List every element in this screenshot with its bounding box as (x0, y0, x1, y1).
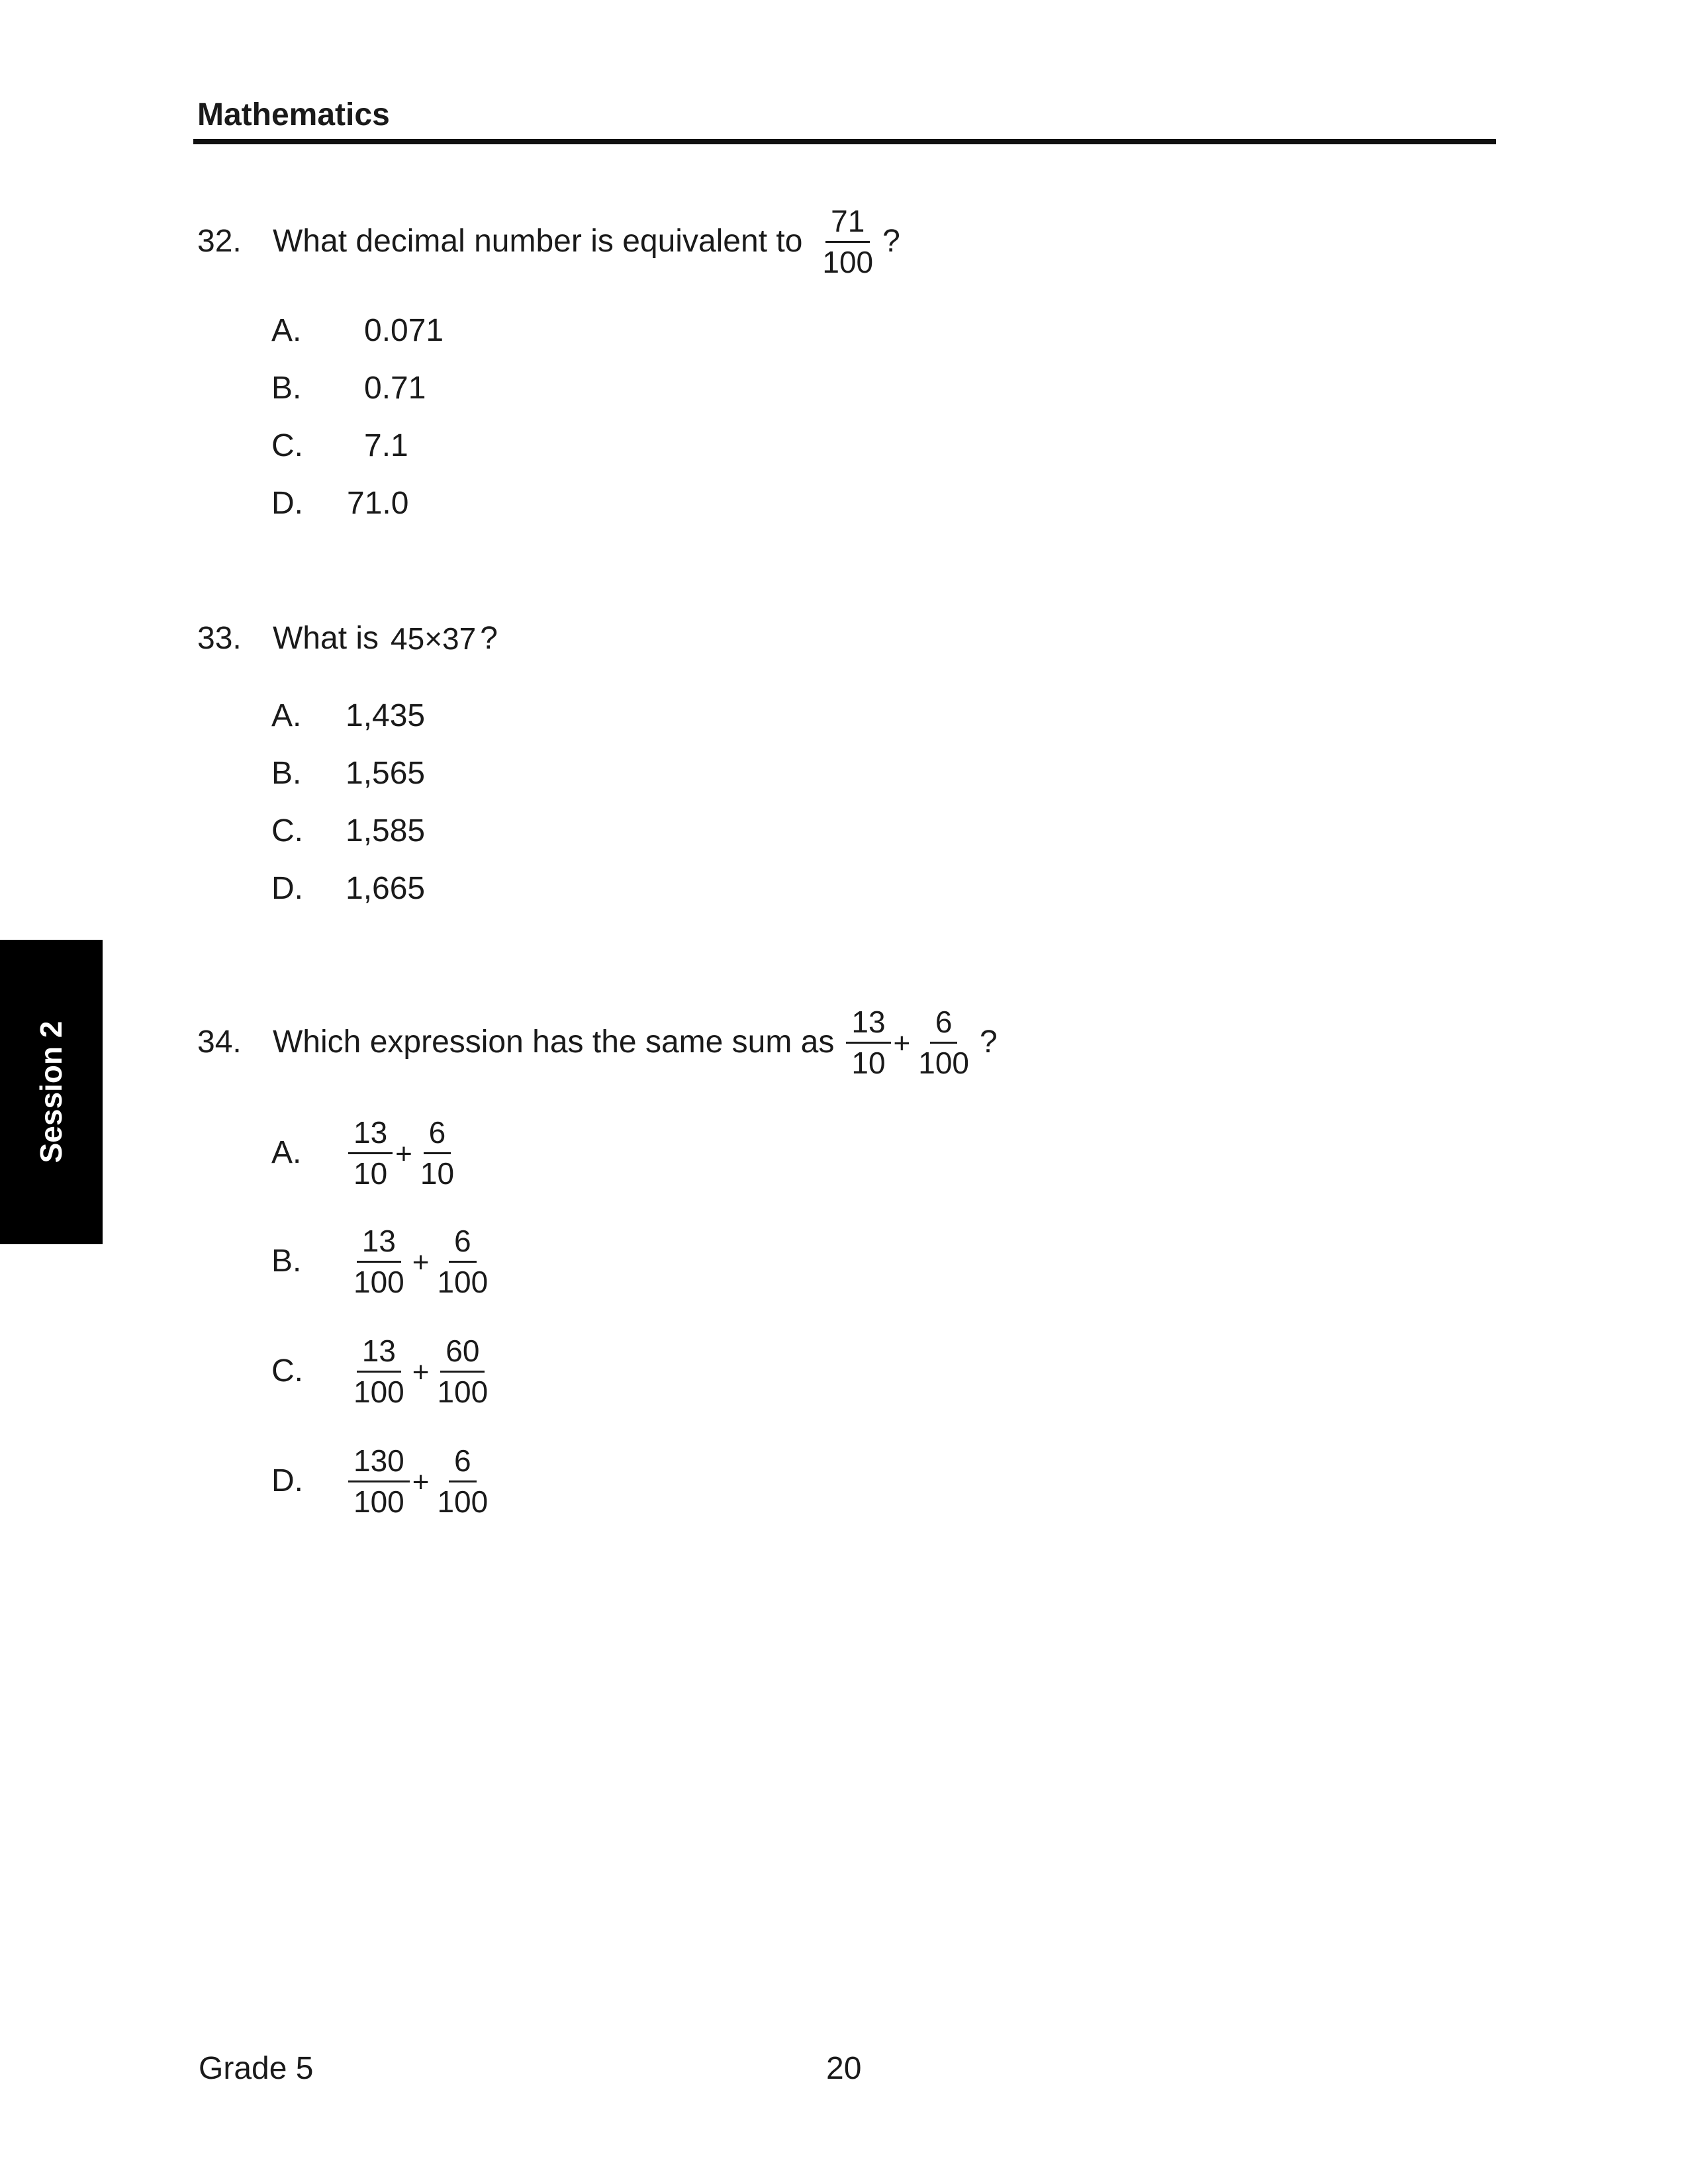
fraction-denominator: 10 (353, 1156, 388, 1191)
choice-letter: C. (271, 1353, 303, 1388)
fraction (817, 205, 878, 279)
fraction (432, 1444, 493, 1518)
fraction-denominator: 100 (437, 1264, 489, 1299)
fraction-denominator: 10 (420, 1156, 455, 1191)
choice-b[interactable] (271, 373, 426, 404)
choice-c[interactable] (271, 815, 425, 847)
question-suffix: ? (980, 1024, 998, 1060)
choice-letter: B. (271, 371, 302, 406)
plus-operator: + (412, 1356, 430, 1388)
fraction-denominator: 100 (437, 1484, 489, 1519)
question-33-stem (197, 619, 498, 659)
session-tab (0, 940, 103, 1244)
fraction (432, 1224, 493, 1298)
fraction-numerator: 13 (846, 1005, 890, 1044)
choice-letter: A. (271, 698, 302, 733)
session-tab-label: Session 2 (34, 1021, 68, 1163)
choice-c[interactable] (271, 430, 408, 462)
choice-b[interactable] (271, 758, 425, 790)
choice-d[interactable] (271, 873, 425, 905)
choice-value: 7.1 (364, 428, 408, 463)
fraction (913, 1005, 974, 1079)
fraction-numerator: 6 (449, 1444, 477, 1482)
choice-d[interactable] (271, 1441, 493, 1521)
choice-letter: A. (271, 313, 302, 348)
choice-a[interactable] (271, 315, 444, 347)
fraction-denominator: 10 (851, 1045, 886, 1080)
choice-value: 1,435 (346, 698, 426, 733)
fraction (415, 1116, 459, 1190)
choice-c[interactable] (271, 1332, 493, 1411)
choice-value: 1,585 (346, 813, 426, 848)
fraction-numerator: 71 (825, 205, 870, 243)
choice-letter: A. (271, 1135, 302, 1170)
choice-value: 1,665 (346, 871, 426, 906)
choice-letter: D. (271, 1463, 303, 1498)
choice-b[interactable] (271, 1222, 493, 1301)
fraction-numerator: 13 (357, 1334, 401, 1373)
choice-d[interactable] (271, 488, 408, 520)
choice-a[interactable] (271, 1113, 459, 1193)
choice-letter: B. (271, 756, 302, 791)
plus-operator: + (893, 1027, 911, 1060)
header-divider (193, 139, 1496, 144)
fraction-numerator: 60 (440, 1334, 485, 1373)
fraction (348, 1444, 410, 1518)
page-number: 20 (826, 2051, 862, 2086)
fraction (348, 1224, 410, 1298)
choice-value: 1,565 (346, 756, 426, 791)
question-number: 33. (197, 621, 242, 656)
fraction-numerator: 6 (930, 1005, 958, 1044)
question-suffix: ? (882, 224, 900, 259)
choice-a[interactable] (271, 700, 425, 732)
fraction-denominator: 100 (918, 1045, 969, 1080)
fraction-denominator: 100 (353, 1264, 404, 1299)
fraction-numerator: 6 (449, 1224, 477, 1263)
fraction (846, 1005, 890, 1079)
footer-grade: Grade 5 (199, 2051, 314, 2086)
fraction-denominator: 100 (353, 1374, 404, 1409)
question-32-stem (197, 202, 900, 281)
page-header-title: Mathematics (197, 97, 390, 132)
question-number: 32. (197, 224, 242, 259)
expression: 45×37 (391, 621, 477, 656)
plus-operator: + (395, 1138, 412, 1170)
fraction-numerator: 13 (357, 1224, 401, 1263)
fraction-numerator: 6 (424, 1116, 451, 1154)
choice-letter: D. (271, 871, 303, 906)
fraction (432, 1334, 493, 1408)
plus-operator: + (412, 1466, 430, 1498)
question-34-stem (197, 1003, 998, 1082)
plus-operator: + (412, 1246, 430, 1279)
question-text: What is (273, 621, 379, 656)
choice-value: 0.071 (364, 313, 444, 348)
choice-letter: C. (271, 813, 303, 848)
question-text: Which expression has the same sum as (273, 1024, 835, 1060)
choice-letter: B. (271, 1244, 302, 1279)
fraction-denominator: 100 (822, 244, 874, 279)
fraction (348, 1116, 393, 1190)
fraction-numerator: 13 (348, 1116, 393, 1154)
fraction (348, 1334, 410, 1408)
fraction-numerator: 130 (348, 1444, 410, 1482)
question-number: 34. (197, 1024, 242, 1060)
fraction-denominator: 100 (437, 1374, 489, 1409)
question-suffix: ? (480, 621, 498, 656)
fraction-denominator: 100 (353, 1484, 404, 1519)
choice-letter: D. (271, 486, 303, 521)
choice-value: 0.71 (364, 371, 426, 406)
choice-letter: C. (271, 428, 303, 463)
question-text: What decimal number is equivalent to (273, 224, 803, 259)
choice-value: 71.0 (347, 486, 409, 521)
